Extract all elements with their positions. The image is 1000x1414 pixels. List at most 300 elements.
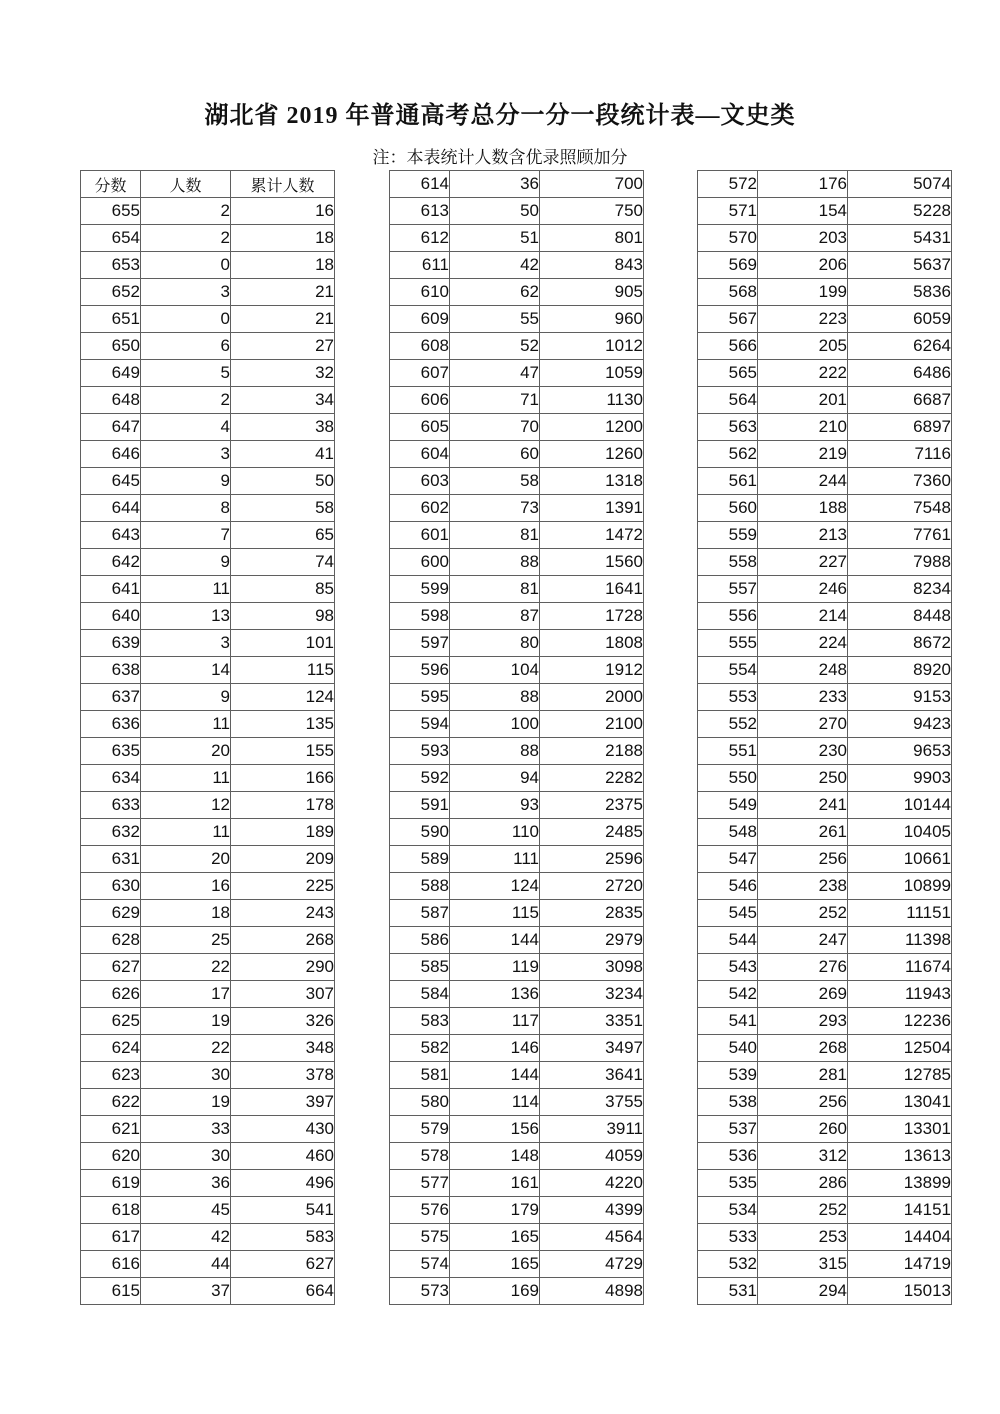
count-cell: 4 <box>141 414 231 441</box>
header-score: 分数 <box>81 171 141 198</box>
count-cell: 281 <box>758 1062 848 1089</box>
table-row <box>390 306 644 333</box>
table-row <box>81 1197 335 1224</box>
cumulative-cell: 243 <box>231 900 335 927</box>
table-row <box>698 279 952 306</box>
count-cell: 51 <box>450 225 540 252</box>
score-cell: 620 <box>81 1143 141 1170</box>
table-row <box>390 873 644 900</box>
score-cell: 628 <box>81 927 141 954</box>
score-cell: 606 <box>390 387 450 414</box>
count-cell: 144 <box>450 927 540 954</box>
cumulative-cell: 1130 <box>540 387 644 414</box>
score-cell: 563 <box>698 414 758 441</box>
count-cell: 62 <box>450 279 540 306</box>
count-cell: 124 <box>450 873 540 900</box>
score-cell: 543 <box>698 954 758 981</box>
header-count: 人数 <box>141 171 231 198</box>
cumulative-cell: 2720 <box>540 873 644 900</box>
score-cell: 649 <box>81 360 141 387</box>
cumulative-cell: 1012 <box>540 333 644 360</box>
count-cell: 233 <box>758 684 848 711</box>
cumulative-cell: 15013 <box>848 1278 952 1305</box>
table-row <box>698 198 952 225</box>
cumulative-cell: 124 <box>231 684 335 711</box>
table-row <box>81 279 335 306</box>
cumulative-cell: 135 <box>231 711 335 738</box>
score-cell: 541 <box>698 1008 758 1035</box>
table-row <box>390 738 644 765</box>
table-row <box>390 1278 644 1305</box>
table-row <box>698 495 952 522</box>
table-row <box>698 1224 952 1251</box>
score-table-3 <box>697 170 952 1305</box>
cumulative-cell: 7360 <box>848 468 952 495</box>
table-row <box>81 1062 335 1089</box>
cumulative-cell: 4898 <box>540 1278 644 1305</box>
table-row <box>698 792 952 819</box>
cumulative-cell: 41 <box>231 441 335 468</box>
cumulative-cell: 307 <box>231 981 335 1008</box>
table-row <box>81 738 335 765</box>
score-cell: 644 <box>81 495 141 522</box>
count-cell: 269 <box>758 981 848 1008</box>
table-row <box>390 981 644 1008</box>
count-cell: 253 <box>758 1224 848 1251</box>
count-cell: 224 <box>758 630 848 657</box>
table-row <box>390 171 644 198</box>
score-cell: 617 <box>81 1224 141 1251</box>
table-row <box>390 657 644 684</box>
table-row <box>698 576 952 603</box>
cumulative-cell: 101 <box>231 630 335 657</box>
cumulative-cell: 1391 <box>540 495 644 522</box>
table-row <box>390 1008 644 1035</box>
count-cell: 88 <box>450 738 540 765</box>
count-cell: 104 <box>450 657 540 684</box>
table-row <box>390 549 644 576</box>
table-row <box>81 1251 335 1278</box>
score-cell: 595 <box>390 684 450 711</box>
count-cell: 223 <box>758 306 848 333</box>
score-cell: 642 <box>81 549 141 576</box>
cumulative-cell: 1808 <box>540 630 644 657</box>
cumulative-cell: 664 <box>231 1278 335 1305</box>
cumulative-cell: 12236 <box>848 1008 952 1035</box>
score-cell: 532 <box>698 1251 758 1278</box>
cumulative-cell: 12504 <box>848 1035 952 1062</box>
score-cell: 623 <box>81 1062 141 1089</box>
count-cell: 3 <box>141 441 231 468</box>
count-cell: 219 <box>758 441 848 468</box>
score-cell: 591 <box>390 792 450 819</box>
score-cell: 605 <box>390 414 450 441</box>
count-cell: 17 <box>141 981 231 1008</box>
score-cell: 545 <box>698 900 758 927</box>
score-cell: 646 <box>81 441 141 468</box>
score-cell: 641 <box>81 576 141 603</box>
count-cell: 9 <box>141 549 231 576</box>
count-cell: 256 <box>758 1089 848 1116</box>
score-cell: 634 <box>81 765 141 792</box>
table-row <box>698 360 952 387</box>
cumulative-cell: 13613 <box>848 1143 952 1170</box>
score-cell: 593 <box>390 738 450 765</box>
count-cell: 11 <box>141 711 231 738</box>
count-cell: 55 <box>450 306 540 333</box>
cumulative-cell: 2596 <box>540 846 644 873</box>
score-cell: 653 <box>81 252 141 279</box>
count-cell: 80 <box>450 630 540 657</box>
score-cell: 596 <box>390 657 450 684</box>
count-cell: 214 <box>758 603 848 630</box>
count-cell: 250 <box>758 765 848 792</box>
cumulative-cell: 7988 <box>848 549 952 576</box>
score-cell: 552 <box>698 711 758 738</box>
table-row <box>390 1062 644 1089</box>
score-cell: 651 <box>81 306 141 333</box>
count-cell: 252 <box>758 900 848 927</box>
table-row <box>81 468 335 495</box>
count-cell: 294 <box>758 1278 848 1305</box>
count-cell: 252 <box>758 1197 848 1224</box>
table-row <box>698 522 952 549</box>
count-cell: 19 <box>141 1008 231 1035</box>
score-cell: 608 <box>390 333 450 360</box>
cumulative-cell: 10899 <box>848 873 952 900</box>
count-cell: 146 <box>450 1035 540 1062</box>
cumulative-cell: 6059 <box>848 306 952 333</box>
count-cell: 238 <box>758 873 848 900</box>
score-cell: 554 <box>698 657 758 684</box>
score-cell: 618 <box>81 1197 141 1224</box>
table-row <box>390 387 644 414</box>
count-cell: 188 <box>758 495 848 522</box>
table-row <box>390 576 644 603</box>
count-cell: 19 <box>141 1089 231 1116</box>
count-cell: 70 <box>450 414 540 441</box>
table-row <box>81 603 335 630</box>
count-cell: 246 <box>758 576 848 603</box>
score-cell: 622 <box>81 1089 141 1116</box>
count-cell: 247 <box>758 927 848 954</box>
cumulative-cell: 3234 <box>540 981 644 1008</box>
table-row <box>698 171 952 198</box>
score-cell: 566 <box>698 333 758 360</box>
cumulative-cell: 2000 <box>540 684 644 711</box>
score-cell: 549 <box>698 792 758 819</box>
score-cell: 635 <box>81 738 141 765</box>
table-row <box>81 954 335 981</box>
cumulative-cell: 7548 <box>848 495 952 522</box>
cumulative-cell: 378 <box>231 1062 335 1089</box>
table-row <box>698 387 952 414</box>
score-cell: 560 <box>698 495 758 522</box>
score-cell: 626 <box>81 981 141 1008</box>
table-row <box>698 1008 952 1035</box>
table-row <box>81 333 335 360</box>
count-cell: 13 <box>141 603 231 630</box>
cumulative-cell: 3641 <box>540 1062 644 1089</box>
count-cell: 111 <box>450 846 540 873</box>
cumulative-cell: 541 <box>231 1197 335 1224</box>
count-cell: 2 <box>141 198 231 225</box>
table-row <box>698 1278 952 1305</box>
score-cell: 546 <box>698 873 758 900</box>
count-cell: 169 <box>450 1278 540 1305</box>
count-cell: 9 <box>141 468 231 495</box>
cumulative-cell: 74 <box>231 549 335 576</box>
cumulative-cell: 115 <box>231 657 335 684</box>
cumulative-cell: 268 <box>231 927 335 954</box>
cumulative-cell: 11674 <box>848 954 952 981</box>
table-row <box>81 1008 335 1035</box>
cumulative-cell: 189 <box>231 819 335 846</box>
table-row <box>698 927 952 954</box>
score-cell: 571 <box>698 198 758 225</box>
table-row <box>698 1197 952 1224</box>
count-cell: 203 <box>758 225 848 252</box>
count-cell: 276 <box>758 954 848 981</box>
count-cell: 42 <box>450 252 540 279</box>
cumulative-cell: 1200 <box>540 414 644 441</box>
score-cell: 610 <box>390 279 450 306</box>
table-row <box>390 765 644 792</box>
cumulative-cell: 18 <box>231 252 335 279</box>
score-cell: 562 <box>698 441 758 468</box>
cumulative-cell: 4564 <box>540 1224 644 1251</box>
cumulative-cell: 801 <box>540 225 644 252</box>
table-header-row <box>81 171 335 198</box>
score-cell: 615 <box>81 1278 141 1305</box>
table-row <box>698 1116 952 1143</box>
cumulative-cell: 4220 <box>540 1170 644 1197</box>
table-row <box>698 1035 952 1062</box>
count-cell: 88 <box>450 549 540 576</box>
cumulative-cell: 16 <box>231 198 335 225</box>
table-row <box>698 1089 952 1116</box>
cumulative-cell: 50 <box>231 468 335 495</box>
table-row <box>81 684 335 711</box>
cumulative-cell: 6264 <box>848 333 952 360</box>
count-cell: 222 <box>758 360 848 387</box>
count-cell: 286 <box>758 1170 848 1197</box>
count-cell: 88 <box>450 684 540 711</box>
score-cell: 585 <box>390 954 450 981</box>
cumulative-cell: 2282 <box>540 765 644 792</box>
table-row <box>390 1143 644 1170</box>
cumulative-cell: 5074 <box>848 171 952 198</box>
table-row <box>698 603 952 630</box>
table-row <box>698 873 952 900</box>
score-cell: 582 <box>390 1035 450 1062</box>
score-cell: 636 <box>81 711 141 738</box>
table-row <box>698 225 952 252</box>
page-title: 湖北省 2019 年普通高考总分一分一段统计表—文史类 <box>204 103 796 129</box>
table-row <box>698 1251 952 1278</box>
score-cell: 603 <box>390 468 450 495</box>
cumulative-cell: 10661 <box>848 846 952 873</box>
cumulative-cell: 13041 <box>848 1089 952 1116</box>
cumulative-cell: 38 <box>231 414 335 441</box>
score-cell: 537 <box>698 1116 758 1143</box>
count-cell: 45 <box>141 1197 231 1224</box>
cumulative-cell: 1641 <box>540 576 644 603</box>
score-table-block-1 <box>80 170 335 1305</box>
score-table-block-3 <box>697 170 952 1305</box>
cumulative-cell: 65 <box>231 522 335 549</box>
count-cell: 201 <box>758 387 848 414</box>
table-row <box>390 522 644 549</box>
count-cell: 261 <box>758 819 848 846</box>
count-cell: 213 <box>758 522 848 549</box>
score-cell: 648 <box>81 387 141 414</box>
count-cell: 25 <box>141 927 231 954</box>
cumulative-cell: 4399 <box>540 1197 644 1224</box>
score-cell: 558 <box>698 549 758 576</box>
count-cell: 144 <box>450 1062 540 1089</box>
cumulative-cell: 496 <box>231 1170 335 1197</box>
cumulative-cell: 14404 <box>848 1224 952 1251</box>
table-row <box>390 252 644 279</box>
cumulative-cell: 843 <box>540 252 644 279</box>
table-row <box>698 441 952 468</box>
cumulative-cell: 18 <box>231 225 335 252</box>
score-cell: 624 <box>81 1035 141 1062</box>
score-cell: 577 <box>390 1170 450 1197</box>
score-cell: 616 <box>81 1251 141 1278</box>
table-row <box>81 306 335 333</box>
count-cell: 117 <box>450 1008 540 1035</box>
table-row <box>390 1089 644 1116</box>
score-cell: 654 <box>81 225 141 252</box>
score-cell: 575 <box>390 1224 450 1251</box>
score-cell: 588 <box>390 873 450 900</box>
count-cell: 11 <box>141 576 231 603</box>
cumulative-cell: 6486 <box>848 360 952 387</box>
cumulative-cell: 5637 <box>848 252 952 279</box>
table-row <box>390 279 644 306</box>
count-cell: 36 <box>141 1170 231 1197</box>
score-cell: 598 <box>390 603 450 630</box>
table-row <box>698 657 952 684</box>
score-cell: 609 <box>390 306 450 333</box>
score-cell: 574 <box>390 1251 450 1278</box>
count-cell: 260 <box>758 1116 848 1143</box>
cumulative-cell: 5431 <box>848 225 952 252</box>
score-cell: 639 <box>81 630 141 657</box>
count-cell: 30 <box>141 1143 231 1170</box>
score-cell: 607 <box>390 360 450 387</box>
score-cell: 597 <box>390 630 450 657</box>
score-cell: 547 <box>698 846 758 873</box>
table-row <box>81 630 335 657</box>
score-cell: 630 <box>81 873 141 900</box>
cumulative-cell: 460 <box>231 1143 335 1170</box>
cumulative-cell: 700 <box>540 171 644 198</box>
table-row <box>698 414 952 441</box>
score-cell: 629 <box>81 900 141 927</box>
count-cell: 11 <box>141 765 231 792</box>
table-row <box>81 360 335 387</box>
cumulative-cell: 209 <box>231 846 335 873</box>
table-row <box>81 549 335 576</box>
count-cell: 114 <box>450 1089 540 1116</box>
cumulative-cell: 11398 <box>848 927 952 954</box>
table-row <box>698 684 952 711</box>
count-cell: 52 <box>450 333 540 360</box>
count-cell: 270 <box>758 711 848 738</box>
score-cell: 586 <box>390 927 450 954</box>
score-cell: 573 <box>390 1278 450 1305</box>
cumulative-cell: 2188 <box>540 738 644 765</box>
count-cell: 210 <box>758 414 848 441</box>
count-cell: 2 <box>141 387 231 414</box>
score-cell: 643 <box>81 522 141 549</box>
count-cell: 199 <box>758 279 848 306</box>
table-row <box>698 252 952 279</box>
count-cell: 33 <box>141 1116 231 1143</box>
table-row <box>698 549 952 576</box>
score-cell: 584 <box>390 981 450 1008</box>
table-row <box>81 1170 335 1197</box>
count-cell: 47 <box>450 360 540 387</box>
cumulative-cell: 32 <box>231 360 335 387</box>
table-row <box>390 603 644 630</box>
cumulative-cell: 905 <box>540 279 644 306</box>
cumulative-cell: 21 <box>231 279 335 306</box>
table-row <box>390 495 644 522</box>
cumulative-cell: 12785 <box>848 1062 952 1089</box>
table-row <box>390 846 644 873</box>
table-row <box>390 333 644 360</box>
score-cell: 652 <box>81 279 141 306</box>
cumulative-cell: 9423 <box>848 711 952 738</box>
cumulative-cell: 8234 <box>848 576 952 603</box>
table-row <box>698 1170 952 1197</box>
table-row <box>81 576 335 603</box>
count-cell: 20 <box>141 846 231 873</box>
count-cell: 71 <box>450 387 540 414</box>
score-cell: 568 <box>698 279 758 306</box>
score-cell: 640 <box>81 603 141 630</box>
count-cell: 11 <box>141 819 231 846</box>
table-row <box>698 333 952 360</box>
count-cell: 165 <box>450 1251 540 1278</box>
score-cell: 650 <box>81 333 141 360</box>
count-cell: 148 <box>450 1143 540 1170</box>
table-row <box>81 765 335 792</box>
cumulative-cell: 2979 <box>540 927 644 954</box>
cumulative-cell: 10144 <box>848 792 952 819</box>
score-cell: 548 <box>698 819 758 846</box>
count-cell: 165 <box>450 1224 540 1251</box>
cumulative-cell: 2835 <box>540 900 644 927</box>
count-cell: 3 <box>141 279 231 306</box>
count-cell: 2 <box>141 225 231 252</box>
cumulative-cell: 348 <box>231 1035 335 1062</box>
score-cell: 601 <box>390 522 450 549</box>
score-cell: 602 <box>390 495 450 522</box>
cumulative-cell: 8920 <box>848 657 952 684</box>
table-row <box>698 630 952 657</box>
cumulative-cell: 960 <box>540 306 644 333</box>
count-cell: 244 <box>758 468 848 495</box>
score-cell: 556 <box>698 603 758 630</box>
score-cell: 638 <box>81 657 141 684</box>
cumulative-cell: 8672 <box>848 630 952 657</box>
table-row <box>390 468 644 495</box>
